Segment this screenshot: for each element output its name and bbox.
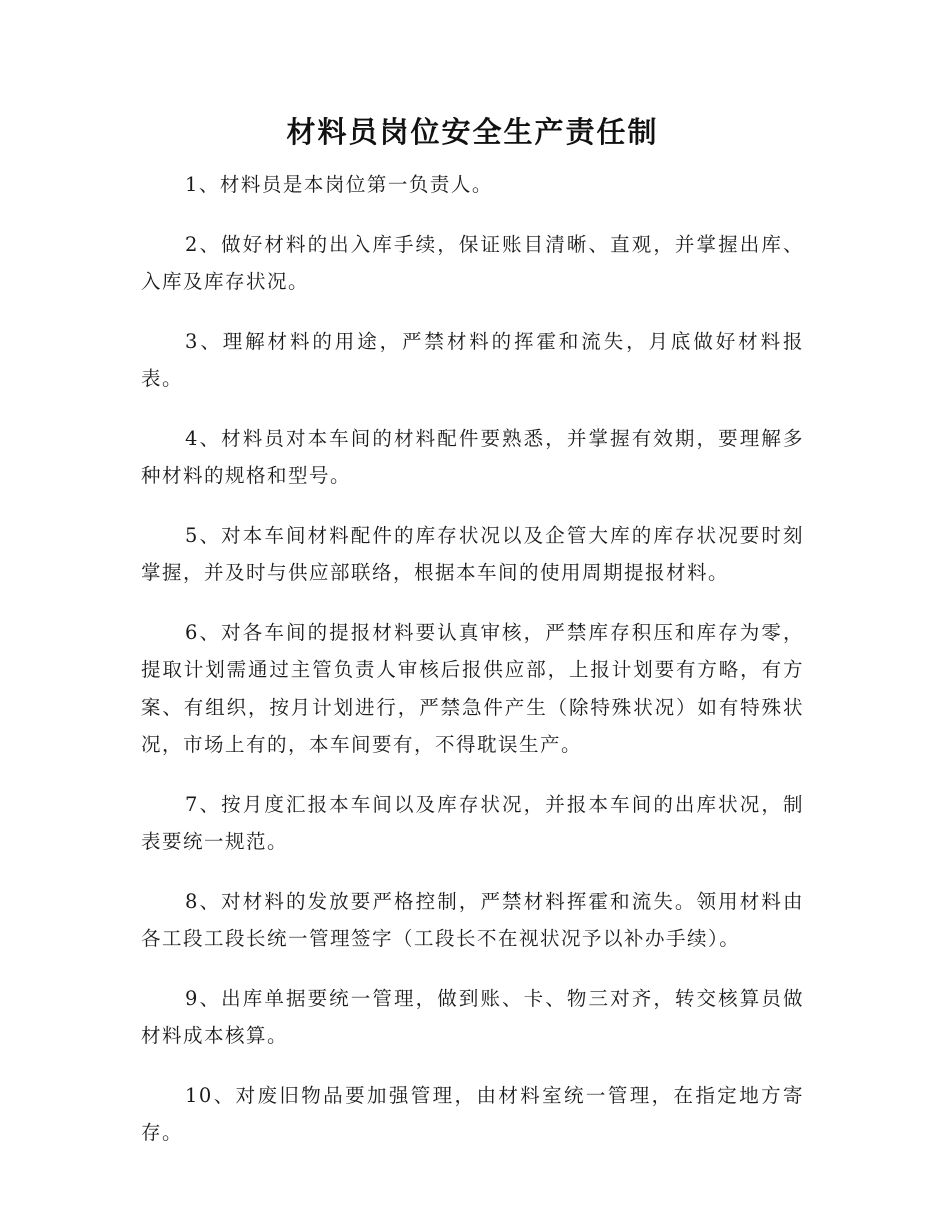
list-item: 7、按月度汇报本车间以及库存状况，并报本车间的出库状况，制表要统一规范。 [141,792,804,853]
list-item: 6、对各车间的提报材料要认真审核，严禁库存积压和库存为零，提取计划需通过主管负责人审核后报供应部，上报计划要有方略，有方案、有组织，按月计划进行，严禁急件产生（除特殊状况）如有特殊状况，市场上有的，本车间要有，不得耽误生产。 [141,620,804,756]
list-item: 9、出库单据要统一管理，做到账、卡、物三对齐，转交核算员做材料成本核算。 [141,986,804,1047]
list-item: 2、做好材料的出入库手续，保证账目清晰、直观，并掌握出库、入库及库存状况。 [141,232,804,293]
document-title: 材料员岗位安全生产责任制 [286,115,659,149]
responsibility-list [141,166,804,1152]
list-item: 1、材料员是本岗位第一负责人。 [185,173,493,196]
list-item: 8、对材料的发放要严格控制，严禁材料挥霍和流失。领用材料由各工段工段长统一管理签字（工段长不在视状况予以补办手续）。 [141,889,804,950]
list-item: 4、材料员对本车间的材料配件要熟悉，并掌握有效期，要理解多种材料的规格和型号。 [141,426,804,487]
list-item: 10、对废旧物品要加强管理，由材料室统一管理，在指定地方寄存。 [141,1083,804,1144]
list-item: 3、理解材料的用途，严禁材料的挥霍和流失，月底做好材料报表。 [141,329,804,390]
list-item: 5、对本车间材料配件的库存状况以及企管大库的库存状况要时刻掌握，并及时与供应部联络，根据本车间的使用周期提报材料。 [141,523,804,584]
